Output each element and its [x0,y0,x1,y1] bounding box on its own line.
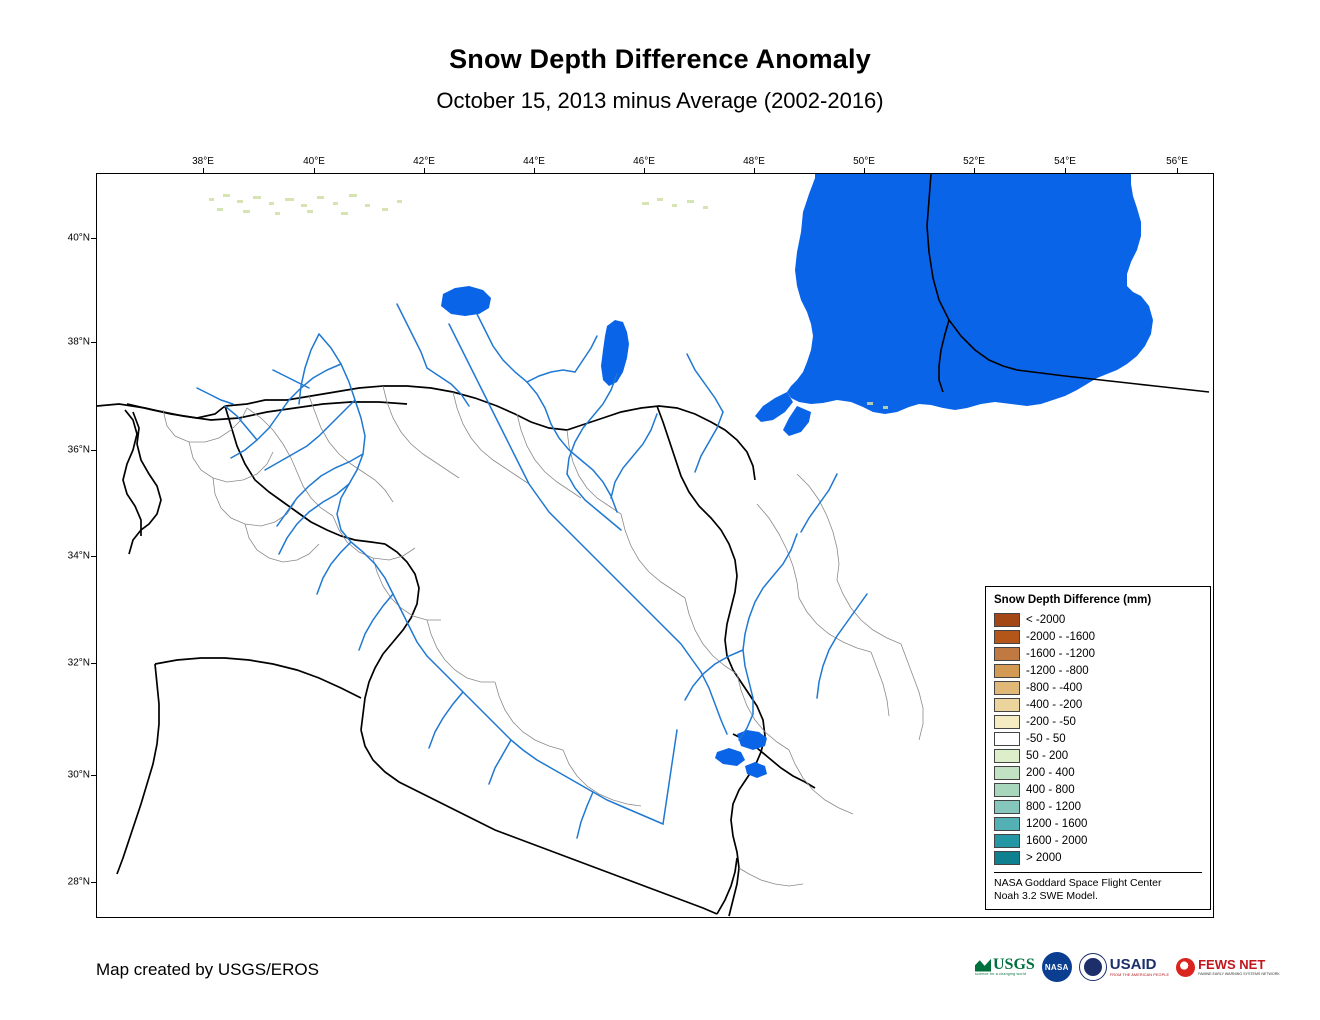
map-canvas[interactable] [96,173,1214,918]
legend-source-line2: Noah 3.2 SWE Model. [994,890,1098,902]
legend-row [994,730,1202,747]
legend-label: 800 - 1200 [1026,800,1081,813]
map-credit: Map created by USGS/EROS [96,960,319,979]
legend-swatch [994,783,1020,797]
admin-subunits [163,386,923,886]
legend-row [994,815,1202,832]
rivers [197,304,867,838]
legend-label: 50 - 200 [1026,749,1069,762]
longitude-tick-label: 52°E [963,156,985,167]
usgs-tagline: science for a changing world [975,972,1027,976]
legend-row [994,611,1202,628]
legend-label: -800 - -400 [1026,681,1083,694]
latitude-tick-label: 38°N [67,336,90,348]
legend-swatch [994,732,1020,746]
caspian-sea-water [755,174,1153,436]
page-subtitle: October 15, 2013 minus Average (2002-2016) [436,88,884,113]
legend-row [994,832,1202,849]
legend-row [994,662,1202,679]
longitude-tick-label: 44°E [523,156,545,167]
latitude-tick-label: 36°N [67,444,90,456]
legend-swatch [994,800,1020,814]
legend-swatch [994,817,1020,831]
legend-row [994,849,1202,866]
country-borders [97,386,815,916]
usgs-wordmark: USGS [993,956,1035,973]
usaid-seal-icon [1079,953,1107,981]
legend-row [994,798,1202,815]
legend-title: Snow Depth Difference (mm) [994,594,1152,606]
latitude-tick-label: 28°N [67,876,90,888]
longitude-tick-label: 48°E [743,156,765,167]
legend-swatch [994,681,1020,695]
legend-row [994,747,1202,764]
legend-row [994,764,1202,781]
legend-row [994,679,1202,696]
legend-label: -2000 - -1600 [1026,630,1096,643]
legend-source-note [994,872,1202,903]
latitude-tick-label: 32°N [67,657,90,669]
legend-label: -400 - -200 [1026,698,1083,711]
nasa-logo[interactable] [1042,952,1072,982]
legend-label: < -2000 [1026,613,1066,626]
nasa-meatball-icon: NASA [1042,952,1072,982]
legend-class-list [994,611,1202,866]
longitude-tick-label: 50°E [853,156,875,167]
agency-logos [975,952,1280,982]
legend-row [994,696,1202,713]
fewsnet-logo[interactable] [1176,952,1280,982]
legend-label: -1200 - -800 [1026,664,1089,677]
legend-row [994,713,1202,730]
longitude-tick-label: 46°E [633,156,655,167]
latitude-tick-label: 34°N [67,550,90,562]
legend-swatch [994,613,1020,627]
usaid-logo[interactable] [1079,952,1169,982]
fewsnet-tagline: FAMINE EARLY WARNING SYSTEMS NETWORK [1198,971,1280,976]
latitude-tick-label: 40°N [67,232,90,244]
fewsnet-globe-icon [1176,958,1195,977]
fewsnet-wordmark: FEWS NET [1198,956,1266,972]
legend-label: > 2000 [1026,851,1062,864]
legend-row [994,645,1202,662]
legend-swatch [994,749,1020,763]
legend-label: 1600 - 2000 [1026,834,1088,847]
usaid-wordmark: USAID [1109,955,1157,973]
legend-swatch [994,834,1020,848]
usgs-logo[interactable] [975,952,1035,982]
lakes [441,286,767,778]
longitude-tick-label: 54°E [1054,156,1076,167]
legend-swatch [994,647,1020,661]
legend-label: -50 - 50 [1026,732,1066,745]
longitude-tick-label: 38°E [192,156,214,167]
legend-swatch [994,851,1020,865]
legend-source-line1: NASA Goddard Space Flight Center [994,877,1162,889]
longitude-tick-label: 56°E [1166,156,1188,167]
legend-swatch [994,664,1020,678]
vegetation-speckle [209,194,888,409]
usaid-tagline: FROM THE AMERICAN PEOPLE [1109,972,1170,977]
legend-label: 400 - 800 [1026,783,1075,796]
legend-label: -200 - -50 [1026,715,1076,728]
legend-row [994,781,1202,798]
longitude-tick-label: 42°E [413,156,435,167]
legend-label: 1200 - 1600 [1026,817,1088,830]
usgs-mark-icon [975,958,991,972]
legend-swatch [994,630,1020,644]
legend-swatch [994,715,1020,729]
legend-swatch [994,766,1020,780]
legend-swatch [994,698,1020,712]
legend-label: 200 - 400 [1026,766,1075,779]
longitude-tick-label: 40°E [303,156,325,167]
legend-row [994,628,1202,645]
latitude-tick-label: 30°N [67,769,90,781]
page-title: Snow Depth Difference Anomaly [449,44,871,74]
legend-label: -1600 - -1200 [1026,647,1096,660]
map-legend [985,586,1211,910]
